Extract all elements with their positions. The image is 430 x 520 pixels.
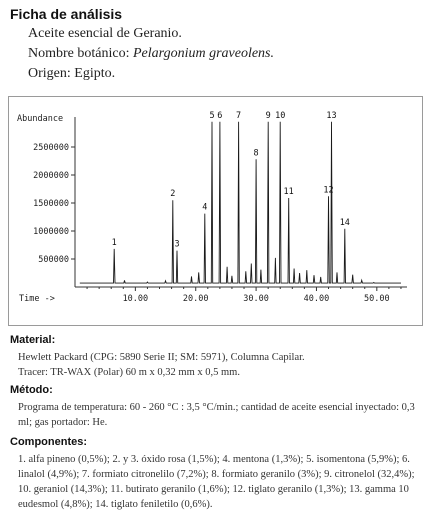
y-tick-label: 2500000	[33, 143, 69, 153]
componentes-section	[10, 436, 425, 512]
peak-label-7: 7	[236, 110, 242, 121]
page-title: Ficha de análisis	[10, 6, 123, 22]
componentes-text: 1. alfa pineno (0,5%); 2. y 3. óxido rosa (1,5%); 4. mentona (1,3%); 5. isomentona (5,9%); 6. linalol (4,9%); 7. formiato citronelilo (7,2%); 8. formiato geranilo (3%); 9. citronelol (32,4%); 10. geraniol (14,3%); 11. butirato geranilo (1,6%); 12. tiglato geranilo (1,3%); 13. gamma 10 eudesmol (4,8%); 14. tiglato feniletilo (0,6%).	[18, 454, 415, 510]
metodo-text: Programa de temperatura: 60 - 260 °C : 3,5 °C/min.; cantidad de aceite esencial inyectado: 0,3 ml; gas portador: He.	[18, 402, 415, 428]
componentes-heading: Componentes:	[10, 436, 87, 448]
peak-label-11: 11	[283, 186, 294, 197]
chromatogram	[8, 96, 423, 326]
chromatogram-svg	[9, 97, 422, 325]
x-axis-title: Time ->	[19, 294, 55, 304]
peak-label-12: 12	[323, 185, 334, 196]
material-line-1: Hewlett Packard (CPG: 5890 Serie II; SM: 5971), Columna Capilar.	[18, 352, 305, 363]
peak-label-14: 14	[339, 217, 350, 228]
peak-label-6: 6	[217, 110, 223, 121]
x-tick-label: 40.00	[303, 294, 330, 304]
peak-label-5: 5	[209, 110, 215, 121]
y-tick-label: 500000	[38, 255, 69, 265]
botanical-prefix: Nombre botánico:	[28, 46, 130, 61]
y-tick-label: 2000000	[33, 171, 69, 181]
metodo-section	[10, 384, 425, 430]
x-tick-label: 30.00	[243, 294, 269, 304]
peak-label-4: 4	[202, 202, 208, 213]
y-axis-title: Abundance	[17, 114, 64, 124]
botanical-name: Pelargonium graveolens.	[132, 46, 274, 61]
material-heading: Material:	[10, 334, 56, 346]
origin-line: Origen: Egipto.	[28, 66, 116, 81]
peak-label-3: 3	[174, 239, 180, 250]
peak-label-2: 2	[170, 189, 176, 200]
y-tick-label: 1500000	[33, 199, 69, 209]
peak-label-10: 10	[275, 110, 286, 121]
x-tick-label: 10.00	[122, 294, 149, 304]
peak-label-9: 9	[265, 110, 271, 121]
chromatogram-trace	[80, 122, 401, 283]
header-block	[10, 6, 310, 84]
botanical-name-line	[28, 44, 310, 64]
peak-label-1: 1	[111, 237, 117, 248]
peak-label-13: 13	[326, 110, 337, 121]
x-tick-label: 20.00	[182, 294, 209, 304]
metodo-heading: Método:	[10, 384, 53, 396]
material-section	[10, 334, 425, 380]
peak-label-8: 8	[253, 148, 259, 159]
y-tick-label: 1000000	[33, 227, 69, 237]
oil-name: Aceite esencial de Geranio.	[28, 26, 182, 41]
x-tick-label: 50.00	[364, 294, 390, 304]
material-line-2: Tracer: TR-WAX (Polar) 60 m x 0,32 mm x 0,5 mm.	[18, 367, 240, 378]
